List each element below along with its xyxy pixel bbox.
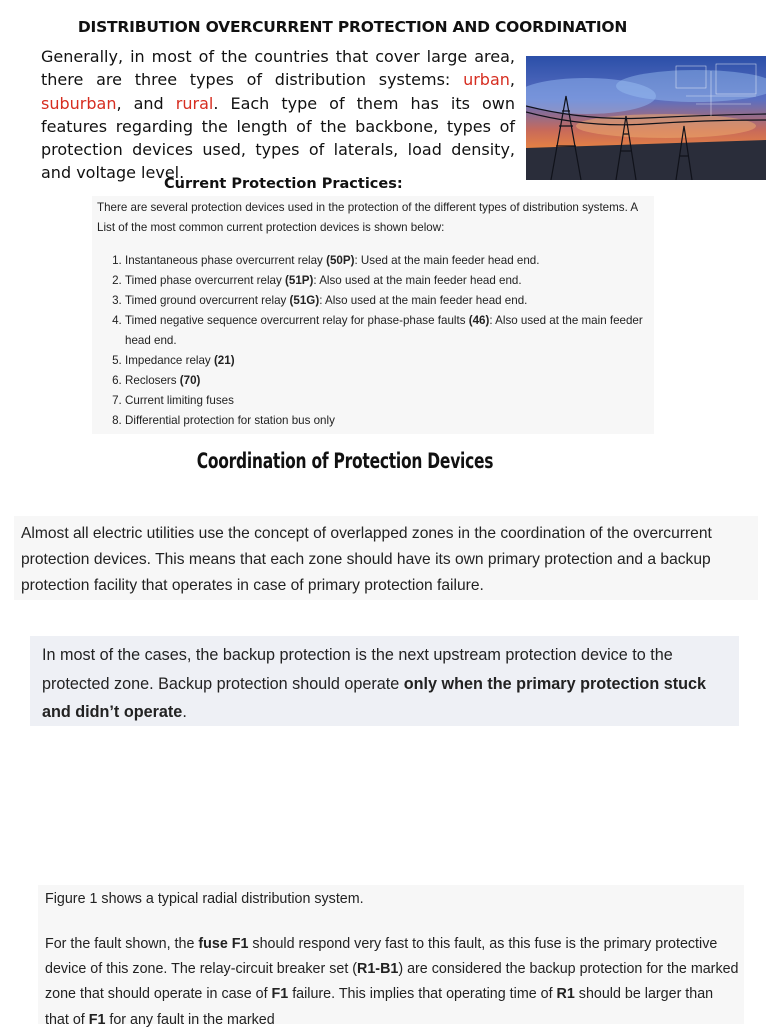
fault-paragraph: For the fault shown, the fuse F1 should respond very fast to this fault, as this fuse is the primary protective device of this zone. The relay-circuit breaker set (R1-B1) are considered the backup protection for the marked zone that should operate in case of F1 failure. This implies that operating time of R1 should be larger than that of F1 for any fault in the marked xyxy=(45,936,739,1028)
list-item: 5. Impedance relay (21) xyxy=(125,351,645,371)
figure-caption: Figure 1 shows a typical radial distribution system. xyxy=(45,891,364,907)
list-item: 4. Timed negative sequence overcurrent relay for phase-phase faults (46): Also used at the main feeder head end. xyxy=(125,311,645,351)
section-heading-coordination: Coordination of Protection Devices xyxy=(196,449,494,473)
highlight-rural: rural xyxy=(175,93,214,113)
protection-devices-box xyxy=(92,196,654,434)
backup-protection-box xyxy=(30,636,739,726)
coordination-paragraph-box xyxy=(14,516,758,600)
page-title: DISTRIBUTION OVERCURRENT PROTECTION AND COORDINATION xyxy=(77,18,628,36)
list-item: 6. Reclosers (70) xyxy=(125,371,645,391)
intro-paragraph: Generally, in most of the countries that cover large area, there are three types of distribution systems: urban, suburban, and rural. Each type of them has its own features regarding the length of the backbone, types of protection devices used, types of laterals, load density, and voltage level. xyxy=(41,47,516,183)
highlight-suburban: suburban xyxy=(41,93,117,113)
power-grid-photo xyxy=(526,56,766,180)
highlight-urban: urban xyxy=(463,70,510,90)
practices-paragraph: There are several protection devices used in the protection of the different types of distribution systems. A List of the most common current protection devices is shown below: xyxy=(97,201,638,234)
list-item: 2. Timed phase overcurrent relay (51P): Also used at the main feeder head end. xyxy=(125,271,645,291)
list-item: 7. Current limiting fuses xyxy=(125,391,645,411)
backup-paragraph: In most of the cases, the backup protection is the next upstream protection device to the protected zone. Backup protection should operate only when the primary protection stuck and didn’t operate. xyxy=(42,646,706,721)
list-item: 8. Differential protection for station bus only xyxy=(125,411,645,431)
figure-description-box xyxy=(38,885,744,1028)
list-item: 1. Instantaneous phase overcurrent relay (50P): Used at the main feeder head end. xyxy=(125,251,645,271)
coordination-paragraph: Almost all electric utilities use the concept of overlapped zones in the coordination of the overcurrent protection devices. This means that each zone should have its own primary protection and a backup protection facility that operates in case of primary protection failure. xyxy=(21,525,712,594)
list-item: 3. Timed ground overcurrent relay (51G): Also used at the main feeder head end. xyxy=(125,291,645,311)
section-heading-practices: Current Protection Practices: xyxy=(164,176,403,192)
protection-device-list xyxy=(92,251,645,431)
